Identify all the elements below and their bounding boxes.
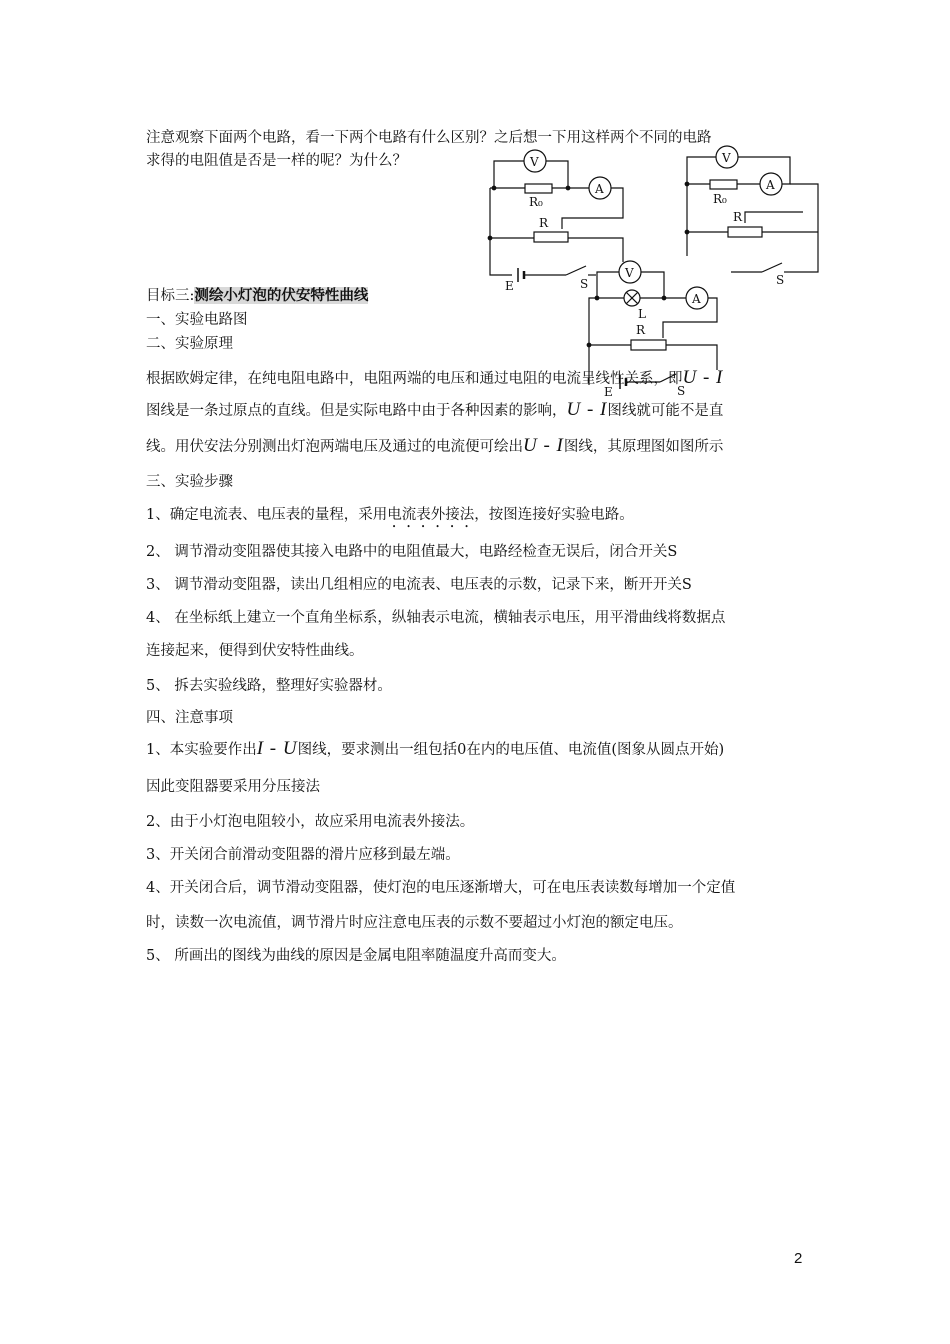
c3-lamp-label: L [638,307,646,321]
note-4-line-1: 4、开关闭合后，调节滑动变阻器，使灯泡的电压逐渐增大，可在电压表读数每增加一个定值 [146,880,736,896]
c2-voltmeter-label: V [722,151,731,165]
circuit-2 [685,146,818,287]
c2-rheostat-label: R [733,210,743,224]
principle-line-1 [146,368,723,389]
section-1-heading: 一、实验电路图 [146,312,248,328]
c1-ammeter-label: A [595,182,604,196]
intro-line-2: 求得的电阻值是否是一样的呢？为什么？ [146,153,407,169]
c3-rheostat-label: R [636,323,646,337]
c3-ammeter-label: A [692,292,701,306]
c2-resistor-label: R₀ [713,192,727,206]
goal-title: 测绘小灯泡的伏安特性曲线 [194,287,369,304]
u-i-symbol: U - I [566,399,608,420]
goal-prefix: 目标三: [146,288,195,304]
note-2: 2、由于小灯泡电阻较小，故应采用电流表外接法。 [146,814,475,830]
principle-text-3a: 线。用伏安法分别测出灯泡两端电压及通过的电流便可绘出 [146,439,523,455]
page-number: 2 [794,1250,803,1267]
u-i-symbol: U - I [682,367,724,388]
note-5: 5、 所画出的图线为曲线的原因是金属电阻率随温度升高而变大。 [146,948,566,964]
c2-switch-label: S [776,273,785,287]
c3-voltmeter-label: V [625,266,634,280]
step-1 [146,505,634,531]
step-4-line-1: 4、 在坐标纸上建立一个直角坐标系，纵轴表示电流，横轴表示电压，用平滑曲线将数据点 [146,610,726,626]
c3-battery-label: E [604,385,613,399]
i-u-symbol: I - U [256,738,298,759]
section-3-heading: 三、实验步骤 [146,474,233,490]
goal-heading [146,286,368,306]
c1-rheostat-label: R [539,216,549,230]
principle-text-2b: 图线就可能不是直 [607,403,724,419]
circuit-diagrams [0,0,950,420]
note-1-line-2: 因此变阻器要采用分压接法 [146,779,320,795]
note-1-line-1 [146,739,724,760]
principle-text-2a: 图线是一条过原点的直线。但是实际电路中由于各种因素的影响， [146,403,567,419]
note-4-line-2: 时，读数一次电流值，调节滑片时应注意电压表的示数不要超过小灯泡的额定电压。 [146,915,683,931]
step-2: 2、 调节滑动变阻器使其接入电路中的电阻值最大，电路经检查无误后，闭合开关S [146,544,678,560]
note-1-a: 1、本实验要作出 [146,742,257,758]
c3-switch-label: S [677,384,686,398]
c2-ammeter-label: A [766,178,775,192]
step-3: 3、 调节滑动变阻器，读出几组相应的电流表、电压表的示数，记录下来，断开开关S [146,577,692,593]
section-2-heading: 二、实验原理 [146,336,233,352]
u-i-symbol: U - I [523,435,564,456]
c1-battery-label: E [505,279,514,293]
note-1-b: 图线，要求测出一组包括0在内的电压值、电流值(图象从圆点开始) [297,742,725,758]
section-4-heading: 四、注意事项 [146,710,233,726]
step-1-emphasis: 电流表外接法 [387,507,475,523]
principle-line-3 [146,436,723,457]
step-4-line-2: 连接起来，便得到伏安特性曲线。 [146,643,364,659]
c1-switch-label: S [580,277,589,291]
principle-line-2 [146,400,723,421]
c1-resistor-label: R₀ [529,195,543,209]
step-5: 5、 拆去实验线路，整理好实验器材。 [146,678,392,694]
step-1-c: ，按图连接好实验电路。 [474,507,634,523]
note-3: 3、开关闭合前滑动变阻器的滑片应移到最左端。 [146,847,460,863]
c1-voltmeter-label: V [530,155,539,169]
intro-line-1: 注意观察下面两个电路，看一下两个电路有什么区别？之后想一下用这样两个不同的电路 [146,130,712,146]
step-1-a: 1、确定电流表、电压表的量程，采用 [146,507,388,523]
principle-text-1: 根据欧姆定律，在纯电阻电路中，电阻两端的电压和通过电阻的电流呈线性关系，即 [146,371,683,387]
principle-text-3b: 图线，其原理图如图所示 [563,439,724,455]
